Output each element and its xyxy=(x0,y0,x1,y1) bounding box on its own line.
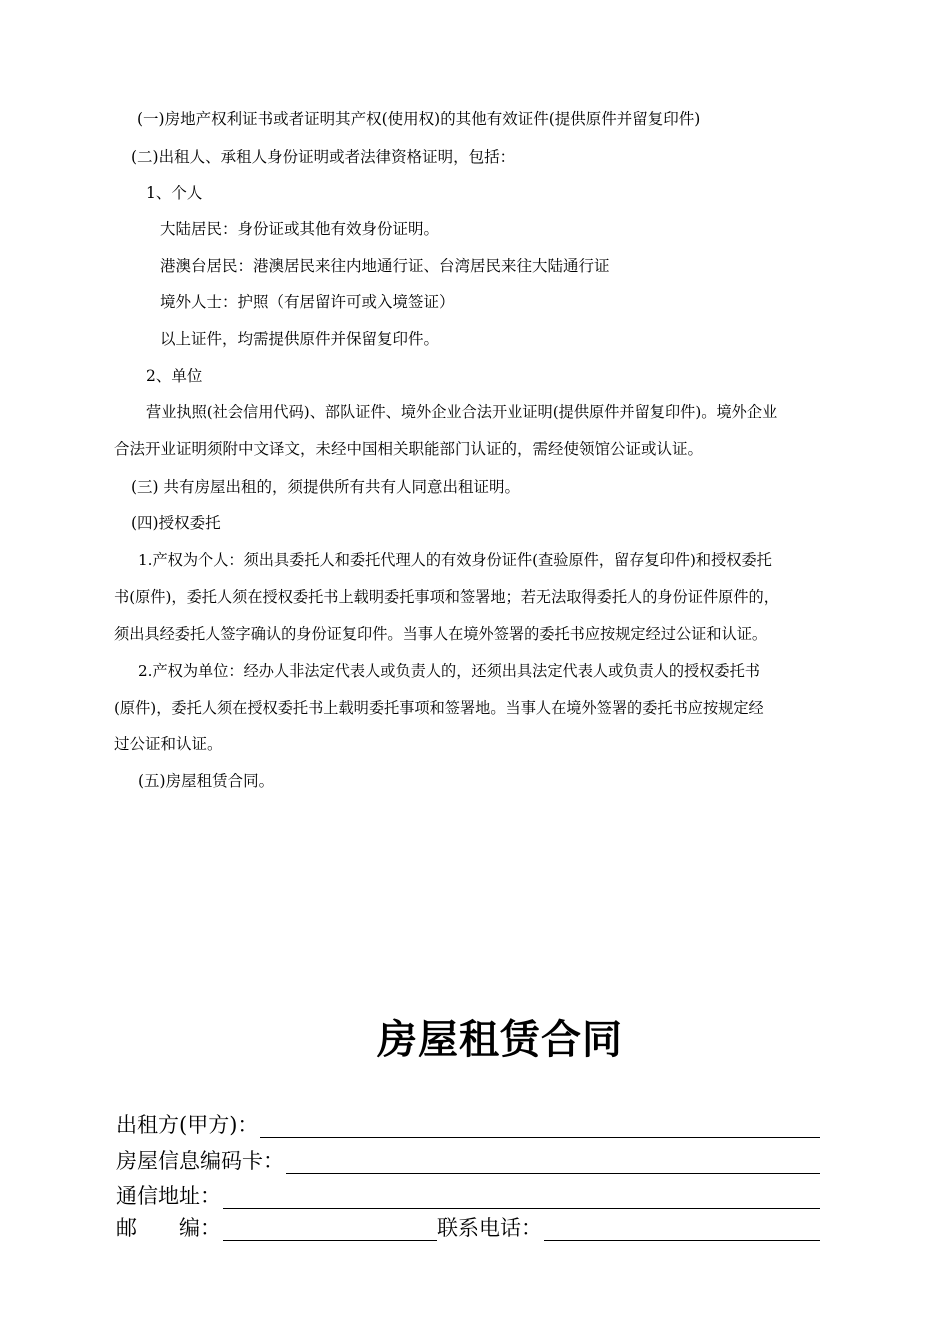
requirement-2: (二)出租人、承租人身份证明或者法律资格证明，包括： xyxy=(131,148,516,166)
foreign-national: 境外人士：护照（有居留许可或入境签证） xyxy=(160,293,455,311)
requirement-3: (三) 共有房屋出租的，须提供所有共有人同意出租证明。 xyxy=(131,478,521,496)
authorization-entity-line-2: (原件)，委托人须在授权委托书上载明委托事项和签署地。当事人在境外签署的委托书应按规定经 xyxy=(114,699,764,717)
address-blank[interactable] xyxy=(223,1186,820,1209)
entity-line-2: 合法开业证明须附中文译文，未经中国相关职能部门认证的，需经使领馆公证或认证。 xyxy=(114,440,704,458)
code-card-field xyxy=(116,1144,820,1174)
lessor-blank[interactable] xyxy=(260,1115,820,1138)
hk-macau-taiwan-resident: 港澳台居民：港澳居民来往内地通行证、台湾居民来往大陆通行证 xyxy=(160,257,610,275)
postcode-phone-field xyxy=(116,1211,820,1241)
authorization-individual-line-2: 书(原件)，委托人须在授权委托书上载明委托事项和签署地；若无法取得委托人的身份证件原件的， xyxy=(114,588,779,606)
contract-title: 房屋租赁合同 xyxy=(377,1017,623,1063)
requirement-1: (一)房地产权利证书或者证明其产权(使用权)的其他有效证件(提供原件并留复印件) xyxy=(137,110,701,128)
authorization-individual-line-3: 须出具经委托人签字确认的身份证复印件。当事人在境外签署的委托书应按规定经过公证和认证。 xyxy=(114,625,768,643)
postcode-blank[interactable] xyxy=(223,1218,437,1241)
authorization-entity-line-1: 2.产权为单位：经办人非法定代表人或负责人的，还须出具法定代表人或负责人的授权委托书 xyxy=(138,662,760,680)
code-card-label: 房屋信息编码卡： xyxy=(116,1149,284,1173)
authorization-individual-line-1: 1.产权为个人：须出具委托人和委托代理人的有效身份证件(查验原件，留存复印件)和授权委托 xyxy=(138,551,772,569)
requirement-5: (五)房屋租赁合同。 xyxy=(138,772,275,790)
authorization-entity-line-3: 过公证和认证。 xyxy=(114,735,223,753)
lessor-label: 出租方(甲方)： xyxy=(116,1113,259,1137)
address-field xyxy=(116,1179,820,1209)
individual-heading: 1、个人 xyxy=(146,184,203,202)
postcode-label-1: 邮 xyxy=(116,1216,137,1240)
entity-heading: 2、单位 xyxy=(146,367,203,385)
postcode-label-2: 编： xyxy=(179,1216,221,1240)
phone-blank[interactable] xyxy=(544,1218,820,1241)
entity-line-1: 营业执照(社会信用代码)、部队证件、境外企业合法开业证明(提供原件并留复印件)。境外企业 xyxy=(146,403,778,421)
address-label: 通信地址： xyxy=(116,1184,221,1208)
phone-label: 联系电话： xyxy=(437,1216,542,1240)
certificate-note: 以上证件，均需提供原件并保留复印件。 xyxy=(160,330,440,348)
requirement-4-heading: (四)授权委托 xyxy=(131,514,221,532)
code-card-blank[interactable] xyxy=(286,1151,820,1174)
mainland-resident: 大陆居民：身份证或其他有效身份证明。 xyxy=(160,220,440,238)
lessor-field xyxy=(116,1108,820,1138)
